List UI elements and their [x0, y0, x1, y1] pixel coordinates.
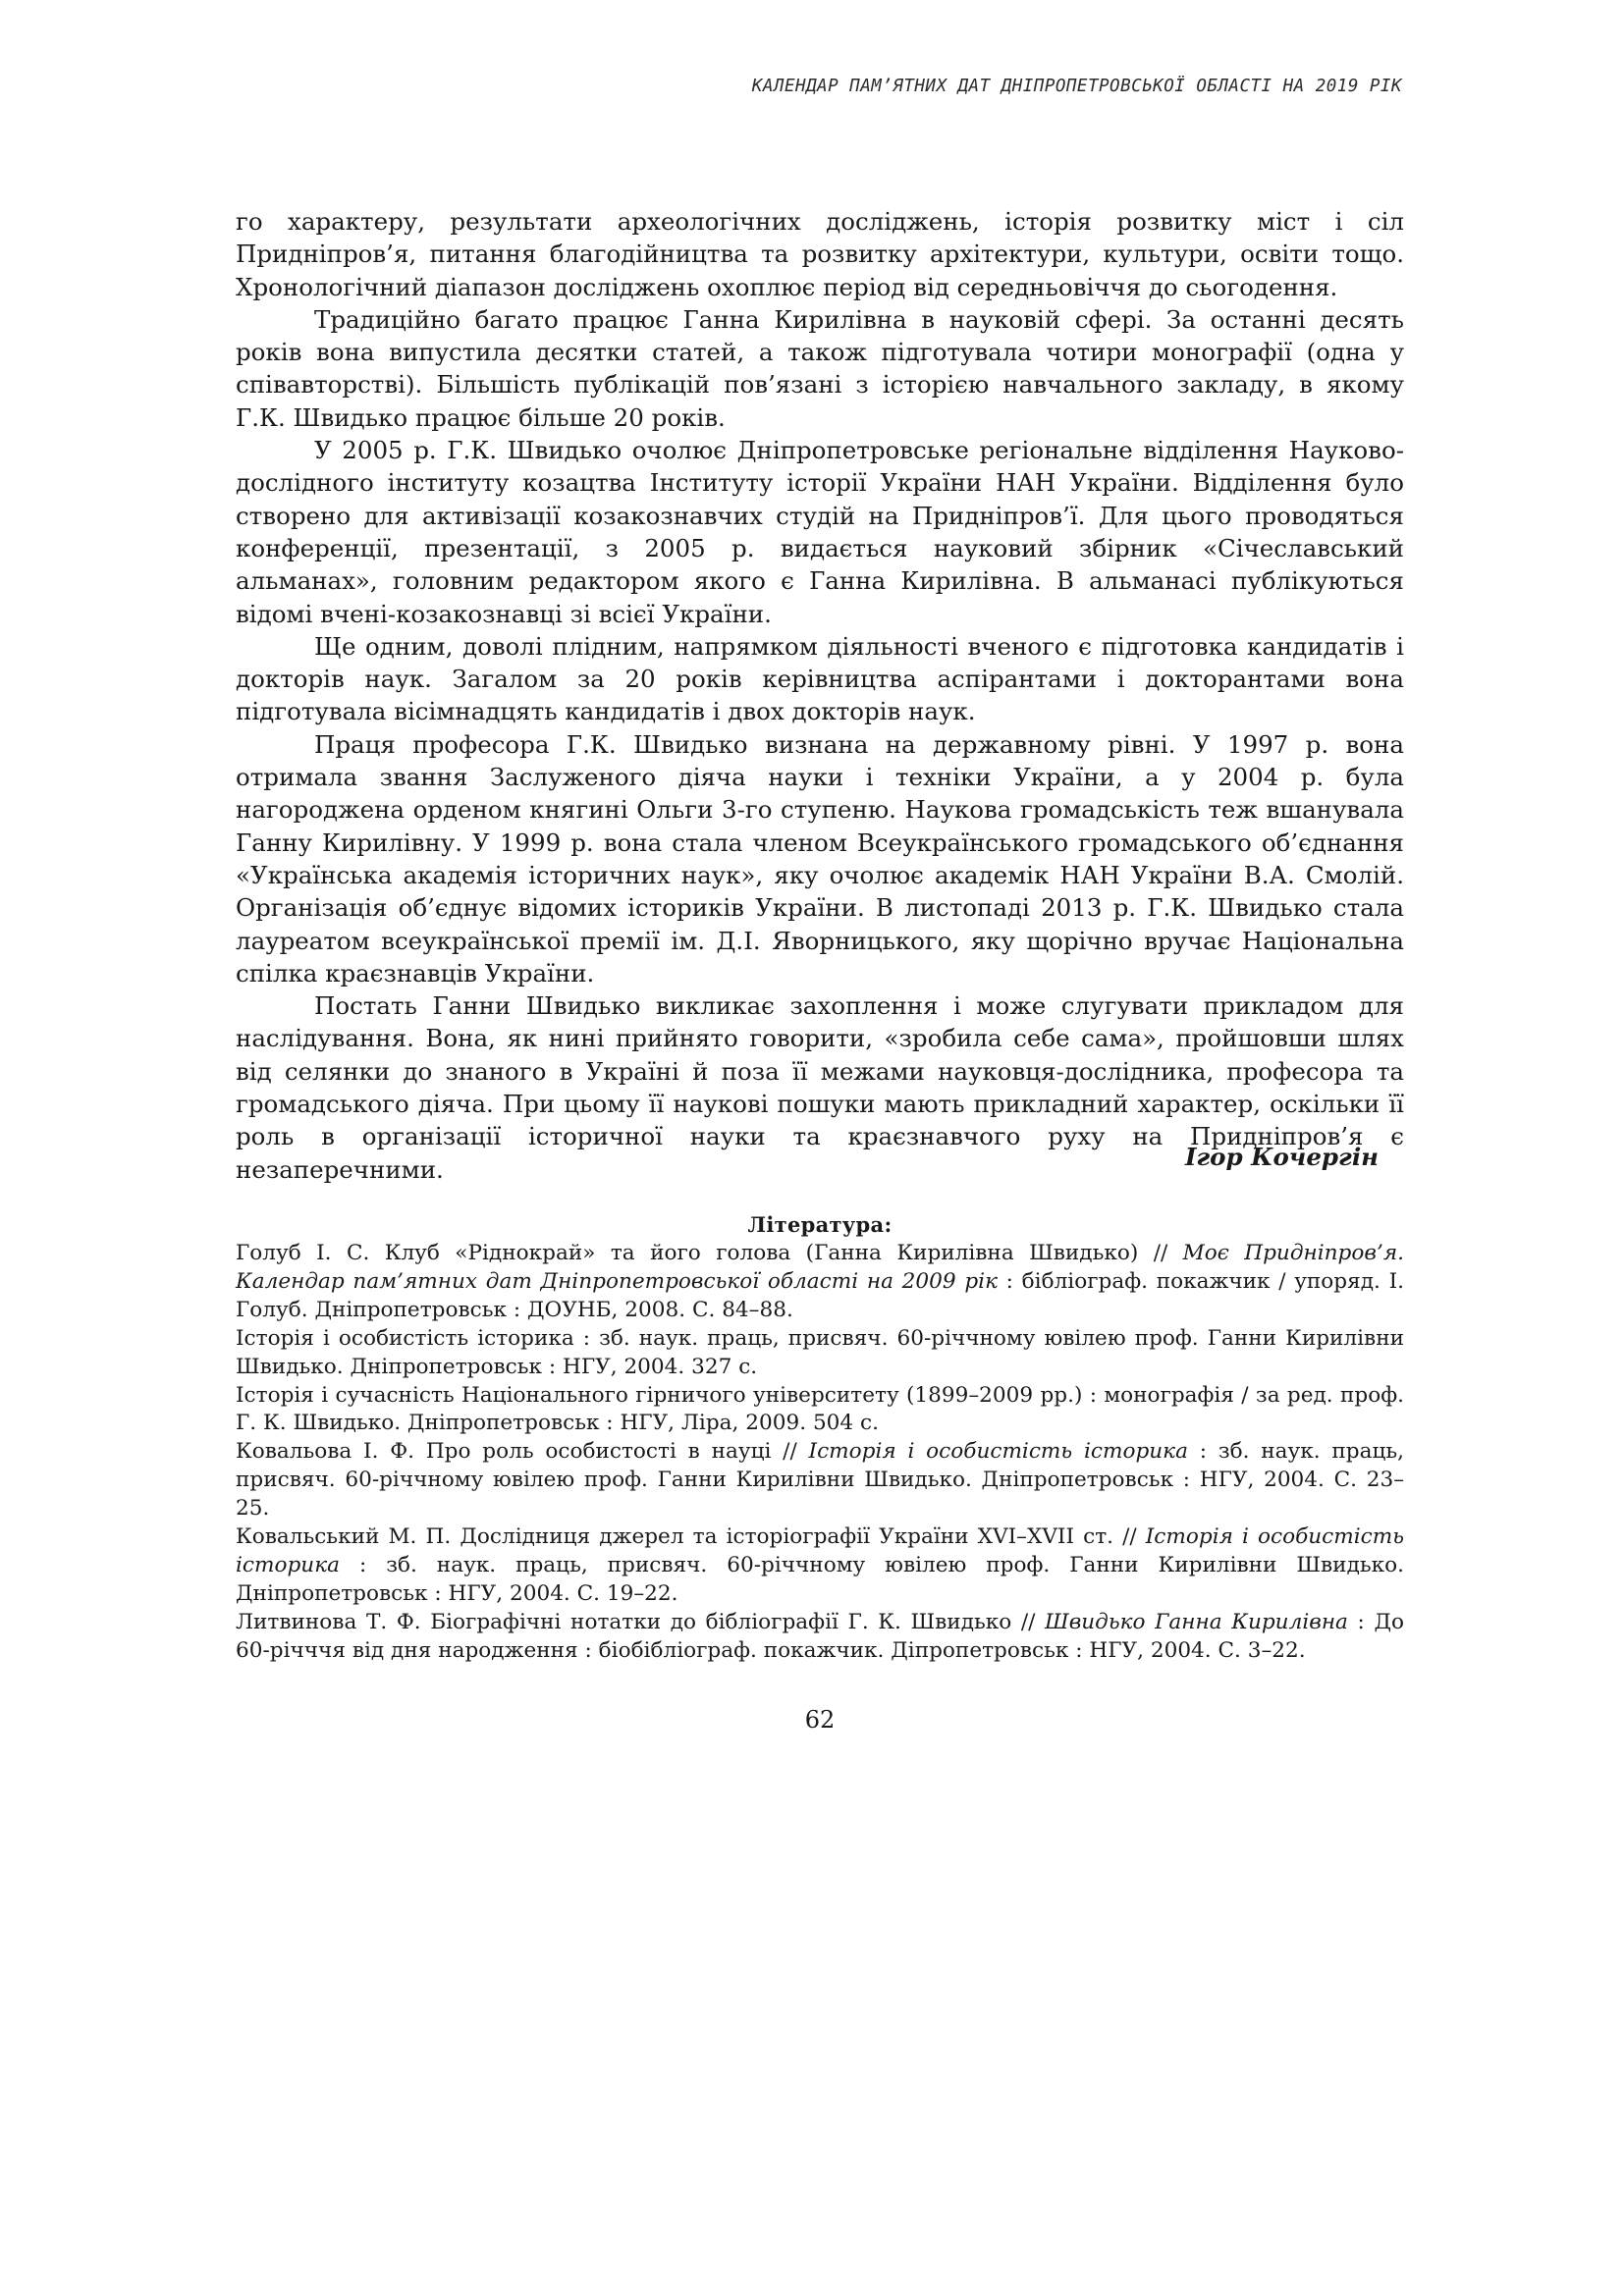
bibliography-entry: Історія і особистість історика : зб. наук. праць, присвяч. 60-річчному ювілею проф. Ганни Кирилівни Швидько. Дніпропетровськ : НГУ, 2004. 327 с. — [236, 1325, 1404, 1379]
page-number: 62 — [804, 1706, 836, 1734]
paragraph: Постать Ганни Швидько викликає захоплення і може слугувати прикладом для наслідування. Вона, як нині прийнято говорити, «зробила себе сама», пройшовши шлях від селянки до знаного в Україні й поза її межами науковця-дослідника, професора та громадського діяча. При цьому її наукові пошуки мають прикладний характер, оскільки її роль в організації історичної науки та краєзнавчого руху на Придніпров’я є незаперечними. — [236, 991, 1404, 1184]
author-signature: Ігор Кочергін — [1184, 1143, 1379, 1171]
paragraph: Традиційно багато працює Ганна Кирилівна в науковій сфері. За останні десять років вона випустила десятки статей, а також підготувала чотири монографії (одна у співавторстві). Більшість публікацій пов’язані з історією навчального закладу, в якому Г.К. Швидько працює більше 20 років. — [236, 304, 1404, 432]
paragraph: Ще одним, доволі плідним, напрямком діяльності вченого є підготовка кандидатів і докторів наук. Загалом за 20 років керівництва аспірантами і докторантами вона підготувала вісімнадцять кандидатів і двох докторів наук. — [236, 631, 1404, 726]
bibliography-entry: Історія і сучасність Національного гірничого університету (1899–2009 рр.) : монографія / за ред. проф. Г. К. Швидько. Дніпропетровськ : НГУ, Ліра, 2009. 504 с. — [236, 1382, 1404, 1436]
running-header: КАЛЕНДАР ПАМ’ЯТНИХ ДАТ ДНІПРОПЕТРОВСЬКОЇ ОБЛАСТІ НА 2019 РІК — [751, 77, 1402, 96]
bibliography-list — [236, 1240, 1404, 1666]
paragraph: го характеру, результати археологічних досліджень, історія розвитку міст і сіл Придніпров’я, питання благодійництва та розвитку архітектури, культури, освіти тощо. Хронологічний діапазон досліджень охоплює період від середньовіччя до сьогодення. — [236, 207, 1404, 301]
paragraph: Праця професора Г.К. Швидько визнана на державному рівні. У 1997 р. вона отримала звання Заслуженого діяча науки і техніки України, а у 2004 р. була нагороджена орденом княгині Ольги 3-го ступеню. Наукова громадськість теж вшанувала Ганну Кирилівну. У 1999 р. вона стала членом Всеукраїнського громадського об’єднання «Українська академія історичних наук», яку очолює академік НАН України В.А. Смолій. Організація об’єднує відомих істориків України. В листопаді 2013 р. Г.К. Швидько стала лауреатом всеукраїнської премії ім. Д.І. Яворницького, яку щорічно вручає Національна спілка краєзнавців України. — [236, 729, 1404, 988]
bibliography-entry: Литвинова Т. Ф. Біографічні нотатки до бібліографії Г. К. Швидько // Швидько Ганна Кирилівна : До 60-річччя від дня народження : біобібліограф. покажчик. Діпропетровськ : НГУ, 2004. С. 3–22. — [236, 1609, 1404, 1663]
bibliography-entry: Ковальський М. П. Дослідниця джерел та історіографії України XVI–XVII ст. // Історія і особистість історика : зб. наук. праць, присвяч. 60-річчному ювілею проф. Ганни Кирилівни Швидько. Дніпропетровськ : НГУ, 2004. С. 19–22. — [236, 1524, 1404, 1606]
literature-heading: Література: — [747, 1212, 893, 1237]
paragraph: У 2005 р. Г.К. Швидько очолює Дніпропетровське регіональне відділення Науково-дослідного інституту козацтва Інституту історії України НАН України. Відділення було створено для активізації козакознавчих студій на Придніпров’ї. Для цього проводяться конференції, презентації, з 2005 р. видається науковий збірник «Січеславський альманах», головним редактором якого є Ганна Кирилівна. В альманасі публікуються відомі вчені-козакознавці зі всієї України. — [236, 436, 1404, 628]
bibliography-entry: Ковальова І. Ф. Про роль особистості в науці // Історія і особистість історика : зб. наук. праць, присвяч. 60-річчному ювілею проф. Ганни Кирилівни Швидько. Дніпропетровськ : НГУ, 2004. С. 23–25. — [236, 1439, 1405, 1522]
bibliography-entry: Голуб І. С. Клуб «Ріднокрай» та його голова (Ганна Кирилівна Швидько) // Моє Придніпров’я. Календар пам’ятних дат Дніпропетровської області на 2009 рік : бібліограф. покажчик / упоряд. І. Голуб. Дніпропетровськ : ДОУНБ, 2008. С. 84–88. — [236, 1241, 1404, 1322]
article-body — [236, 205, 1404, 1186]
